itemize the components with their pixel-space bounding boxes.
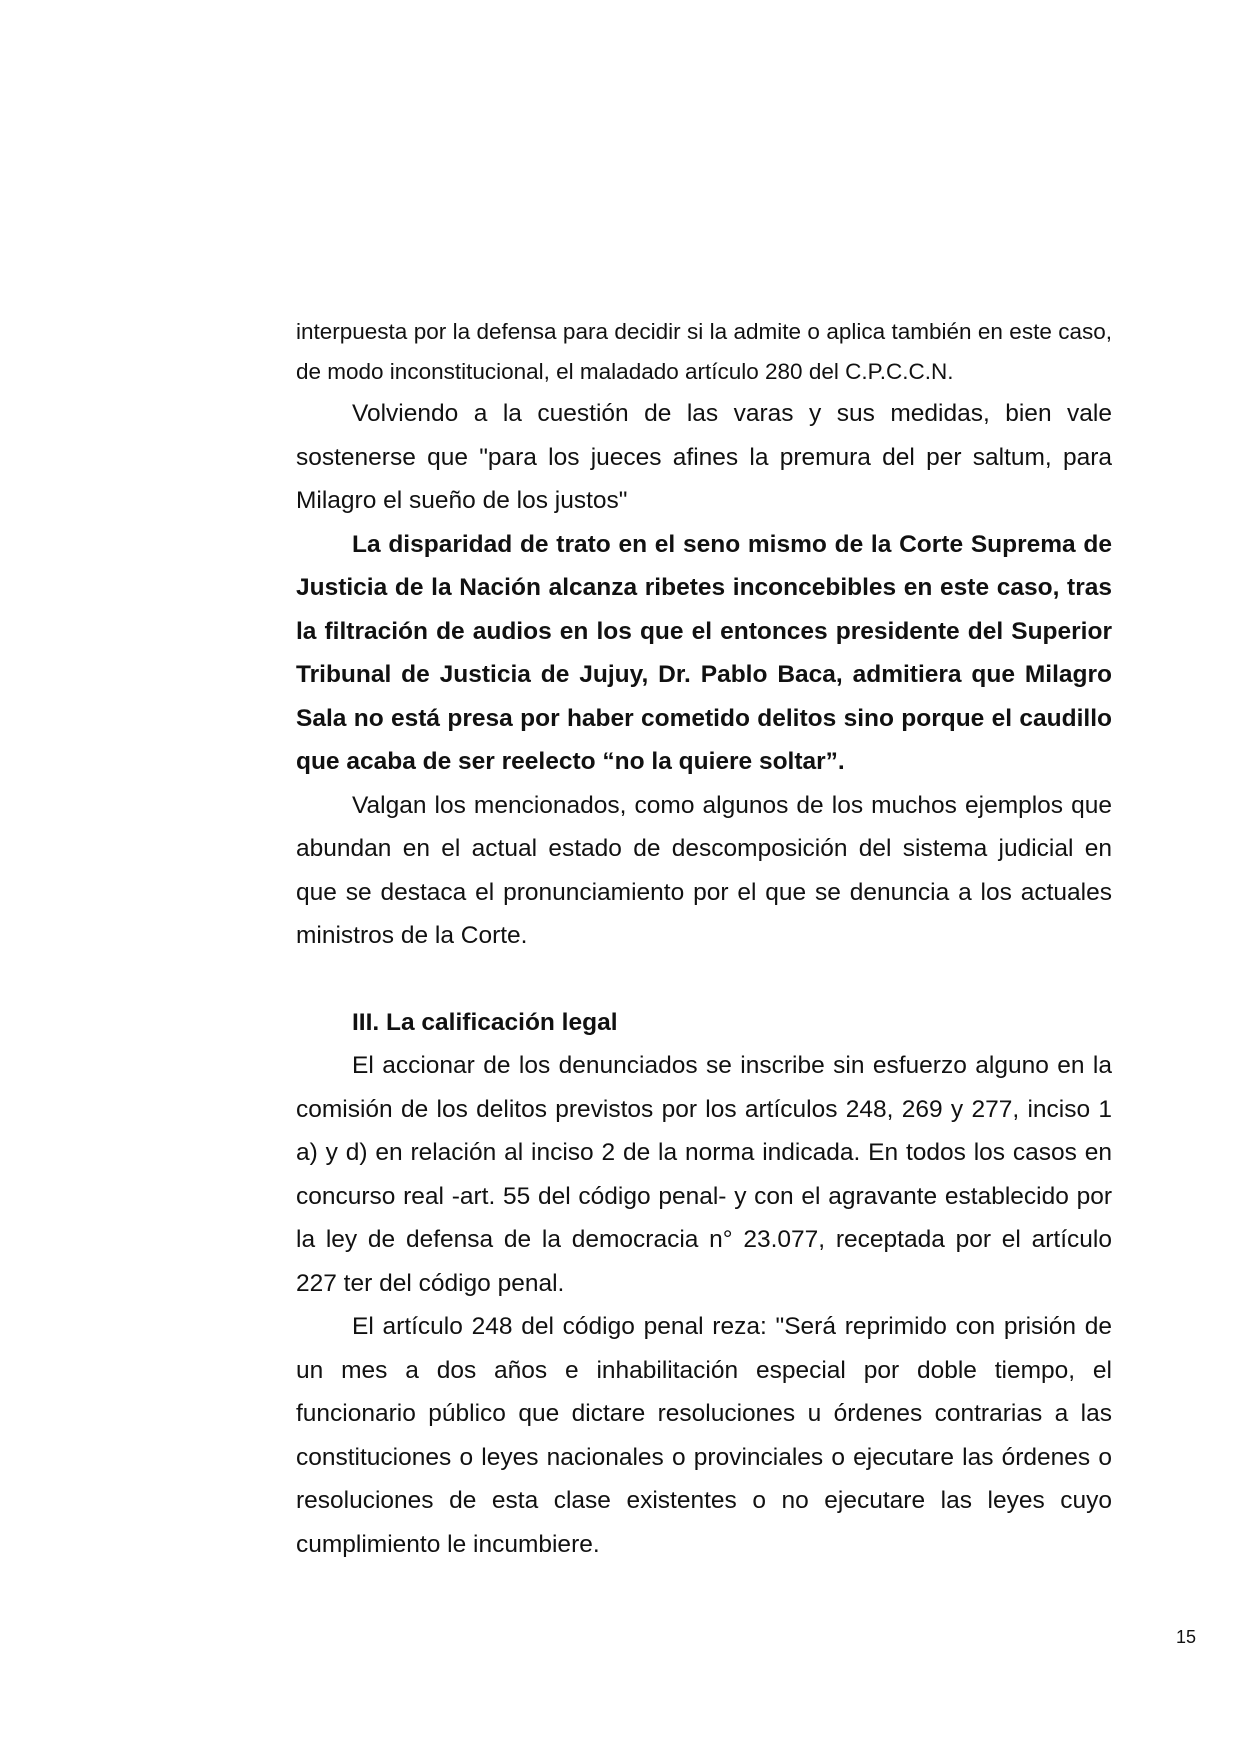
paragraph-disparidad-trato: La disparidad de trato en el seno mismo de la Corte Suprema de Justicia de la Nación alcanza ribetes inconcebibles en este caso, tras la filtración de audios en los que el entonces presidente del Superior Tribunal de Justicia de Jujuy, Dr. Pablo Baca, admitiera que Milagro Sala no está presa por haber cometido delitos sino porque el caudillo que acaba de ser reelecto “no la quiere soltar”. — [296, 530, 1112, 775]
paragraph-accionar: El accionar de los denunciados se inscribe sin esfuerzo alguno en la comisión de los delitos previstos por los artículos 248, 269 y 277, inciso 1 a) y d) en relación al inciso 2 de la norma indicada. En todos los casos en concurso real -art. 55 del código penal- y con el agravante establecido por la ley de defensa de la democracia n° 23.077, receptada por el artículo 227 ter del código penal. — [296, 1052, 1112, 1297]
paragraph-continuation: interpuesta por la defensa para decidir si la admite o aplica también en este caso, de modo inconstitucional, el maladado artículo 280 del C.P.C.C.N. — [296, 319, 1112, 384]
page-number: 15 — [1176, 1627, 1197, 1647]
document-body — [296, 312, 1112, 1566]
paragraph-varas-medidas: Volviendo a la cuestión de las varas y sus medidas, bien vale sostenerse que "para los jueces afines la premura del per saltum, para Milagro el sueño de los justos" — [296, 400, 1112, 514]
paragraph-ejemplos: Valgan los mencionados, como algunos de los muchos ejemplos que abundan en el actual estado de descomposición del sistema judicial en que se destaca el pronunciamiento por el que se denuncia a los actuales ministros de la Corte. — [296, 791, 1112, 949]
paragraph-articulo-248: El artículo 248 del código penal reza: "Será reprimido con prisión de un mes a dos años e inhabilitación especial por doble tiempo, el funcionario público que dictare resoluciones u órdenes contrarias a las constituciones o leyes nacionales o provinciales o ejecutare las órdenes o resoluciones de esta clase existentes o no ejecutare las leyes cuyo cumplimiento le incumbiere. — [296, 1313, 1112, 1558]
section-heading: III. La calificación legal — [352, 1008, 618, 1036]
